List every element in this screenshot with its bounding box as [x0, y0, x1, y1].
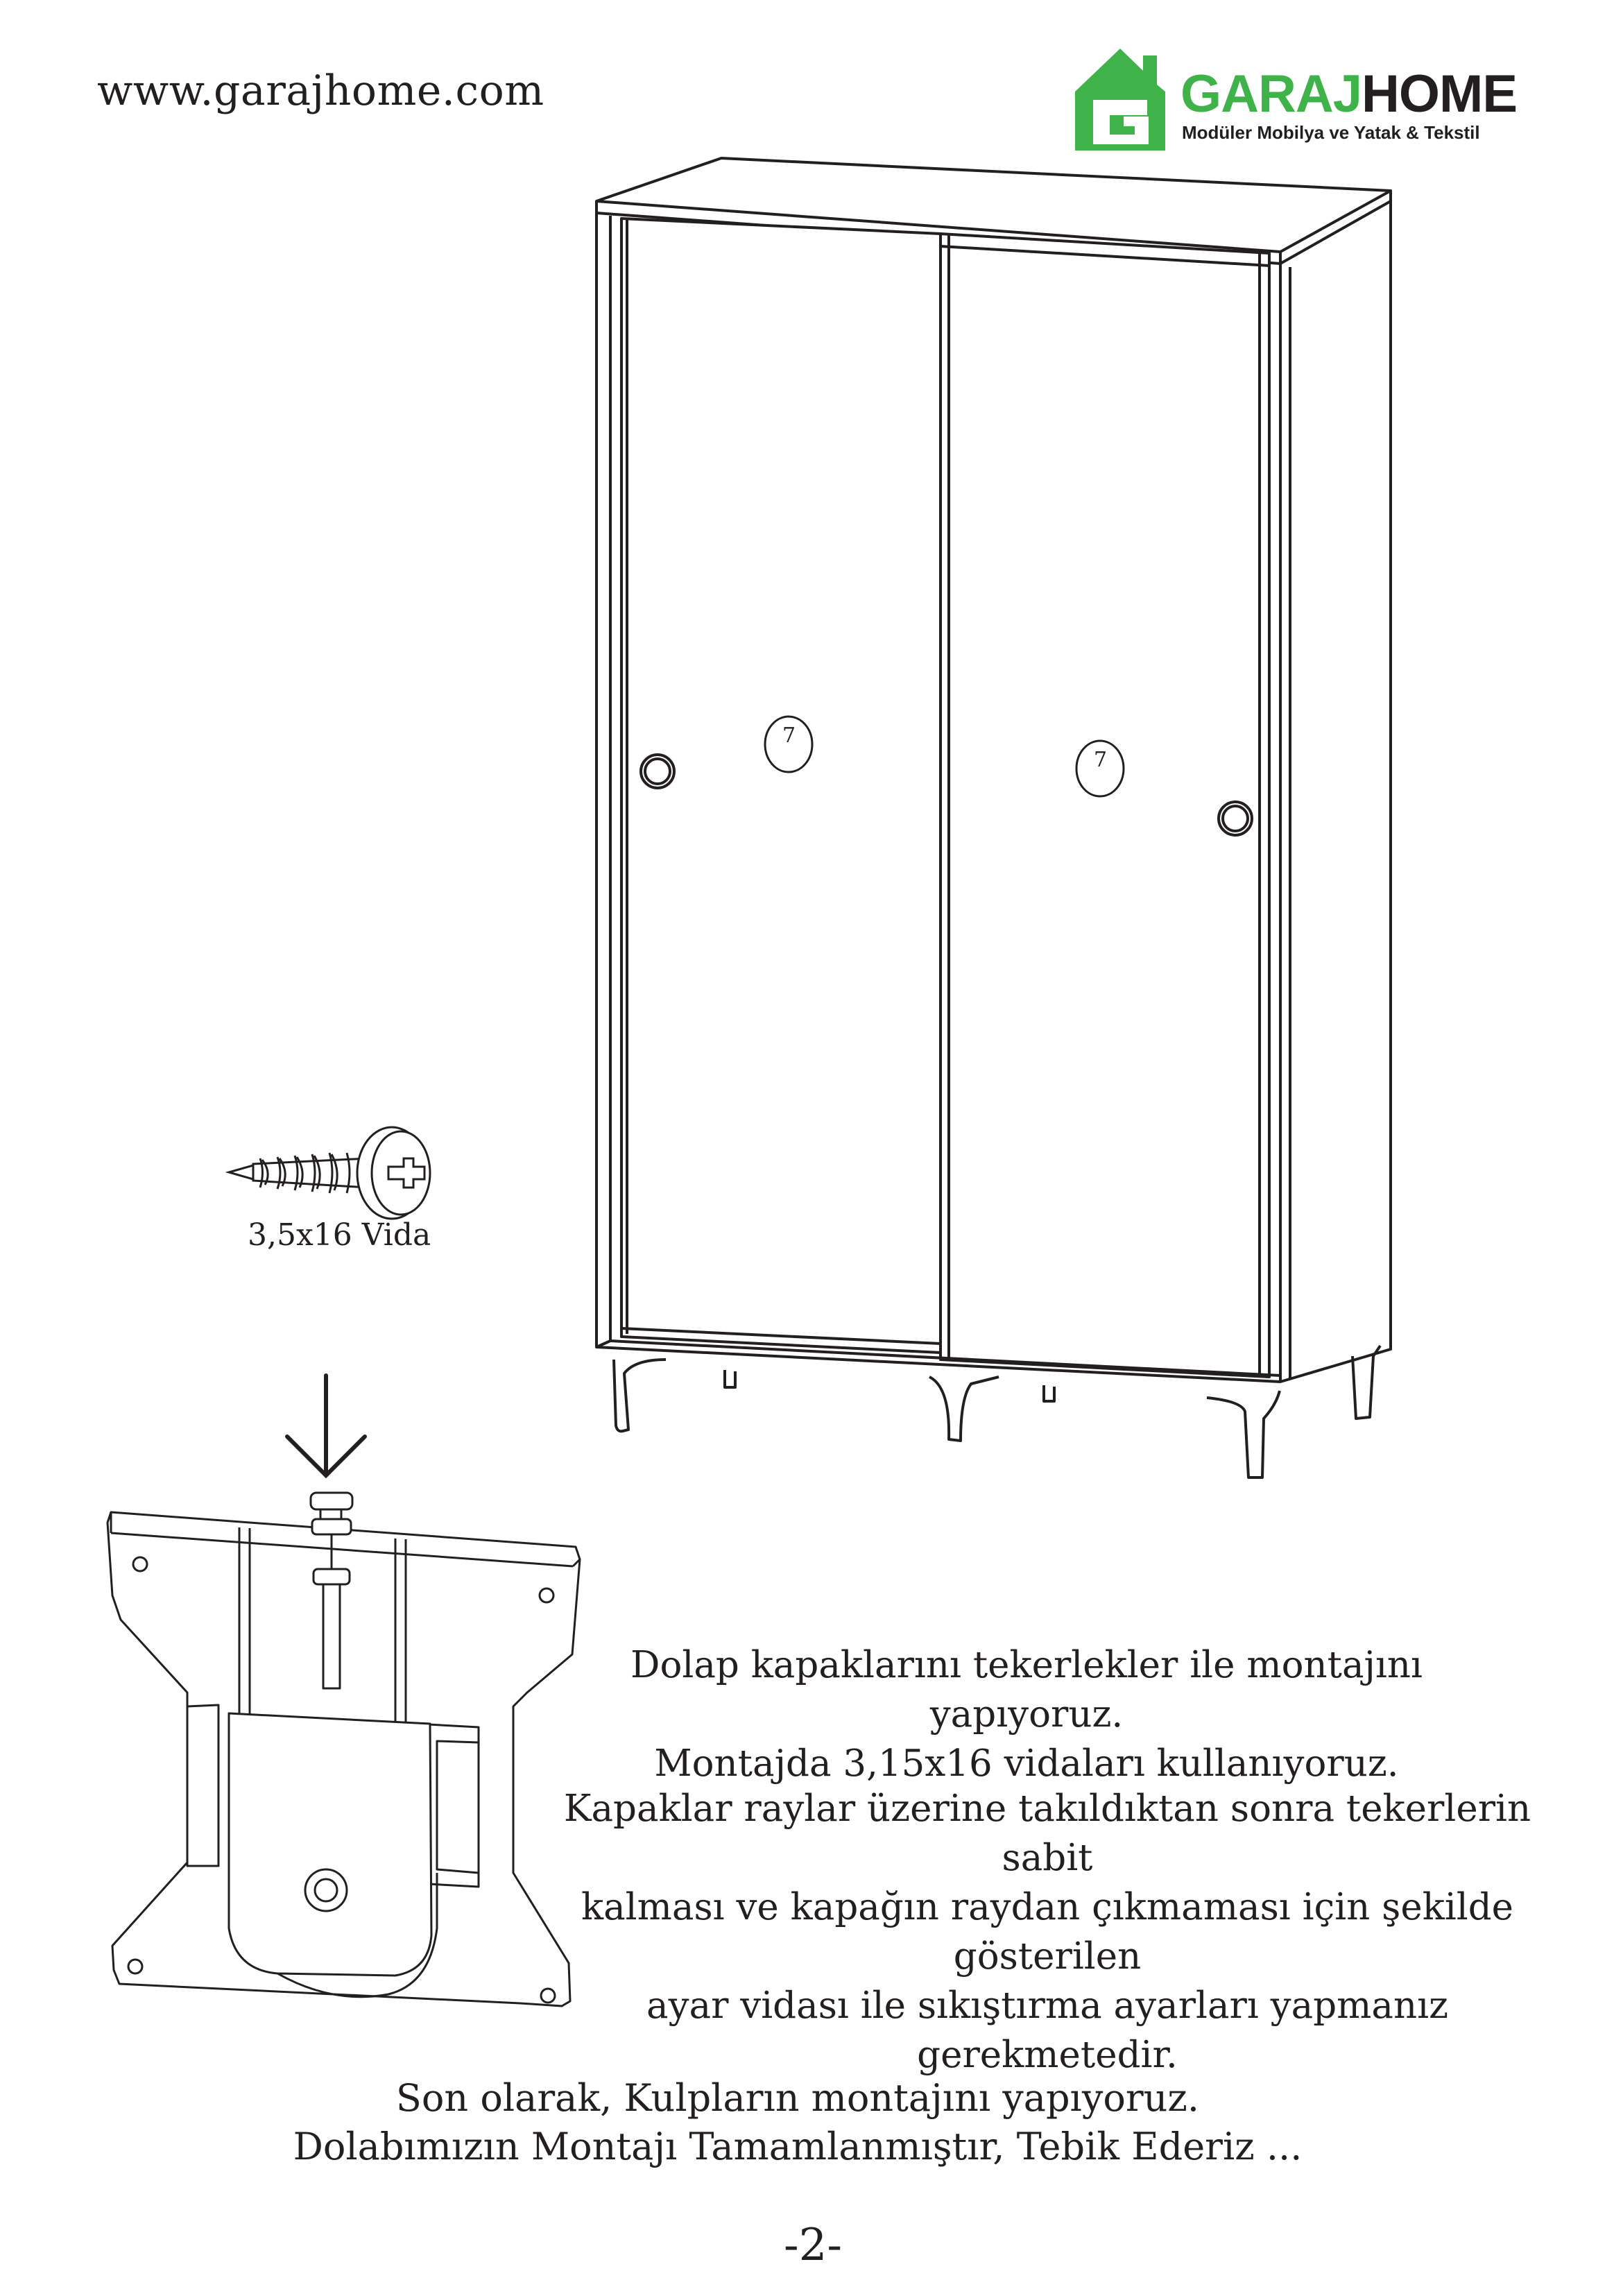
screw-icon — [222, 1110, 444, 1235]
house-g-logo-icon — [1068, 43, 1172, 154]
instruction-line: Dolap kapaklarını tekerlekler ile montajını yapıyoruz. — [630, 1644, 1423, 1736]
instruction-line: Montajda 3,15x16 vidaları kullanıyoruz. — [654, 1742, 1399, 1785]
brand-name-dark: HOME — [1362, 65, 1518, 123]
instruction-paragraph-1 — [541, 1640, 1512, 1788]
website-url: www.garajhome.com — [97, 67, 544, 115]
instruction-line: kalması ve kapağın raydan çıkmaması için şekilde gösterilen — [581, 1886, 1514, 1978]
instruction-paragraph-2 — [541, 1784, 1554, 2080]
brand-logo — [1068, 43, 1518, 161]
brand-name — [1180, 65, 1518, 123]
arrow-down-icon — [277, 1370, 375, 1481]
door-roller-illustration — [104, 1484, 590, 2039]
screw-label: 3,5x16 Vida — [248, 1217, 431, 1253]
closing-line: Son olarak, Kulpların montajını yapıyoruz. — [395, 2076, 1200, 2120]
wardrobe-illustration — [583, 149, 1401, 1498]
brand-tagline: Modüler Mobilya ve Yatak & Tekstil — [1182, 122, 1480, 143]
door-part-label-left: 7 — [782, 723, 796, 748]
door-part-label-right: 7 — [1094, 748, 1108, 772]
closing-line: Dolabımızın Montajı Tamamlanmıştır, Tebik Ederiz ... — [293, 2125, 1303, 2168]
brand-name-green: GARAJ — [1180, 65, 1362, 123]
closing-paragraph — [277, 2074, 1318, 2171]
page-number: -2- — [784, 2220, 842, 2271]
instruction-line: ayar vidası ile sıkıştırma ayarları yapmanız gerekmetedir. — [646, 1985, 1449, 2076]
instruction-line: Kapaklar raylar üzerine takıldıktan sonra tekerlerin sabit — [563, 1788, 1531, 1879]
